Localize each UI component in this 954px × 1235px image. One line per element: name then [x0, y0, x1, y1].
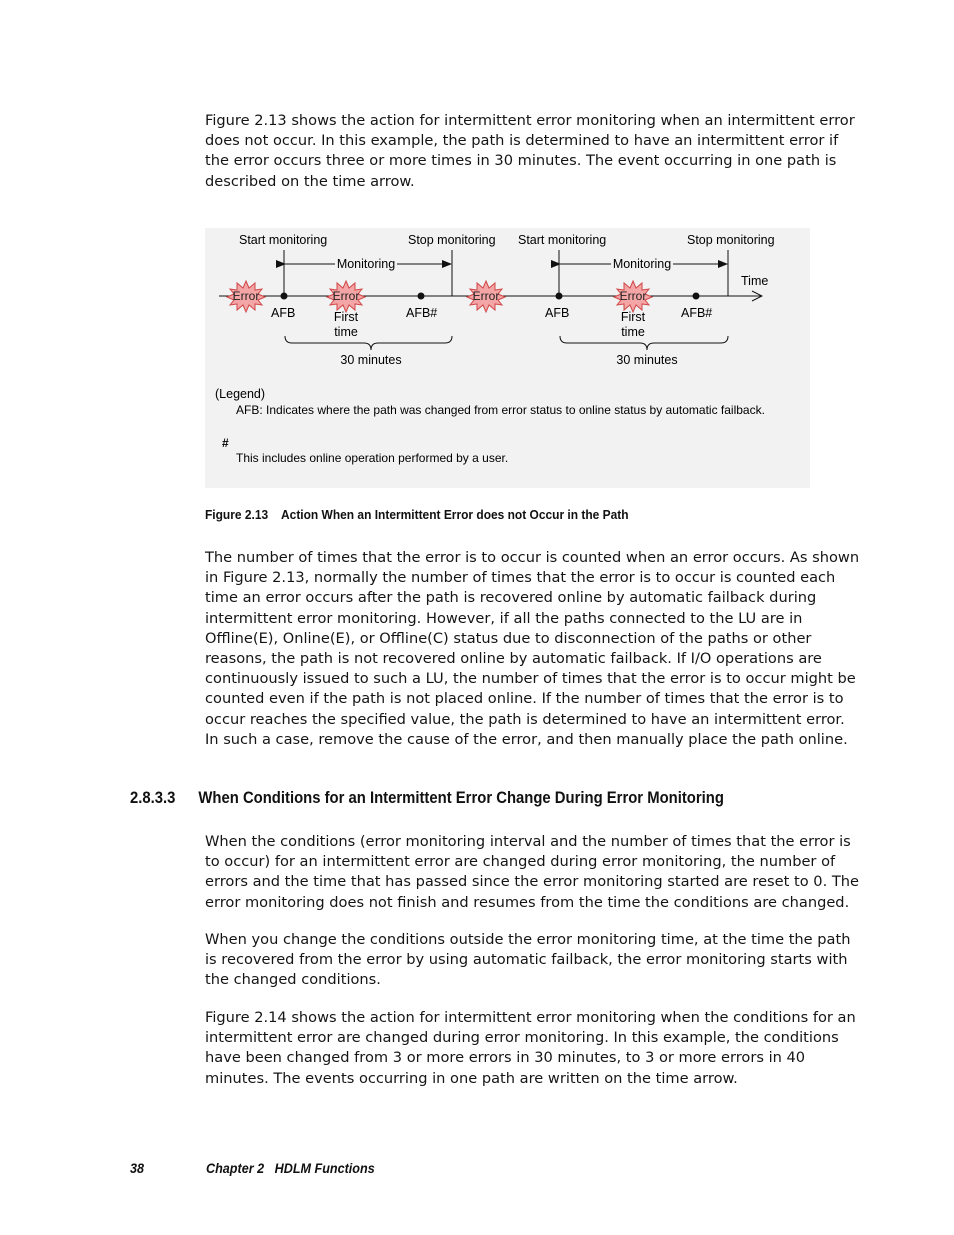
time-axis-label: Time [741, 274, 769, 288]
afb-hash-label-2: AFB# [681, 306, 713, 320]
paragraph-4: When you change the conditions outside the error monitoring time, at the time the path is recovered from the error by using automatic failback, the error monitoring starts with the changed conditions. [205, 931, 851, 989]
section-heading [130, 789, 724, 808]
start-monitoring-label-2: Start monitoring [518, 233, 607, 247]
afb-point-1 [281, 293, 288, 300]
monitoring-label-1: Monitoring [336, 257, 396, 271]
svg-text:Error: Error [619, 289, 647, 303]
legend-title: (Legend) [215, 387, 266, 401]
afb-label-1: AFB [271, 306, 296, 320]
afb-hash-label-1: AFB# [406, 306, 438, 320]
first-time-label-1: time [334, 325, 358, 339]
figure-2-13 [205, 228, 810, 488]
error-burst-3 [467, 281, 505, 312]
svg-text:Error: Error [332, 289, 360, 303]
start-monitoring-label-1: Start monitoring [239, 233, 328, 247]
page-number: 38 [130, 1160, 145, 1176]
first-time-label-2: time [621, 325, 645, 339]
svg-text:Error: Error [472, 289, 500, 303]
stop-monitoring-label-2: Stop monitoring [687, 233, 775, 247]
legend-hash-symbol: # [222, 436, 229, 450]
legend-hash-line: This includes online operation performed by a user. [236, 451, 509, 465]
first-label-1: First [333, 310, 359, 324]
thirty-minutes-label-1: 30 minutes [340, 353, 402, 367]
legend-afb-line: AFB: Indicates where the path was changed from error status to online status by automatic failback. [236, 403, 765, 417]
afb-point-3 [556, 293, 563, 300]
timeline-diagram [205, 228, 810, 488]
brace-1 [285, 336, 452, 350]
error-burst-1 [227, 281, 265, 312]
section-number: 2.8.3.3 [130, 789, 176, 807]
paragraph-2: The number of times that the error is to occur is counted when an error occurs. As shown in Figure 2.13, normally the number of times that the error is to occur is counted each time an error occurs after the path is recovered online by automatic failback during intermittent error monitoring. However, if all the paths connected to the LU are in Offline(E), Online(E), or Offline(C) status due to disconnection of the paths or other reasons, the path is not recovered online by automatic failback. If I/O operations are continuously issued to such a LU, the number of times that the error is to occur might be counted even if the path is not placed online. If the number of times that the error is to occur reaches the specified value, the path is determined to have an intermittent error. In such a case, remove the cause of the error, and then manually place the path online. [205, 549, 860, 748]
figure-caption [205, 507, 629, 522]
error-burst-2 [327, 281, 365, 312]
svg-text:Error: Error [232, 289, 260, 303]
error-burst-4 [614, 281, 652, 312]
afb-point-4 [693, 293, 700, 300]
chapter-footer: Chapter 2 HDLM Functions [206, 1160, 375, 1176]
figure-caption-text: Action When an Intermittent Error does not Occur in the Path [281, 507, 629, 522]
figure-caption-number: Figure 2.13 [205, 507, 269, 522]
monitoring-label-2: Monitoring [612, 257, 672, 271]
paragraph-5: Figure 2.14 shows the action for intermittent error monitoring when the conditions for an intermittent error are changed during error monitoring. In this example, the conditions have been changed from 3 or more errors in 30 minutes, to 3 or more errors in 40 minutes. The events occurring in one path are written on the time arrow. [205, 1009, 856, 1087]
afb-label-2: AFB [545, 306, 570, 320]
intro-paragraph: Figure 2.13 shows the action for intermittent error monitoring when an intermittent error does not occur. In this example, the path is determined to have an intermittent error if the error occurs three or more times in 30 minutes. The event occurring in one path is described on the time arrow. [205, 112, 855, 190]
first-label-2: First [620, 310, 646, 324]
thirty-minutes-label-2: 30 minutes [616, 353, 678, 367]
section-title: When Conditions for an Intermittent Error Change During Error Monitoring [198, 789, 724, 807]
afb-point-2 [418, 293, 425, 300]
paragraph-3: When the conditions (error monitoring interval and the number of times that the error is to occur) for an intermittent error are changed during error monitoring, the number of errors and the time that has passed since the error monitoring started are reset to 0. The error monitoring does not finish and resumes from the time the conditions are changed. [205, 833, 859, 911]
stop-monitoring-label-1: Stop monitoring [408, 233, 496, 247]
